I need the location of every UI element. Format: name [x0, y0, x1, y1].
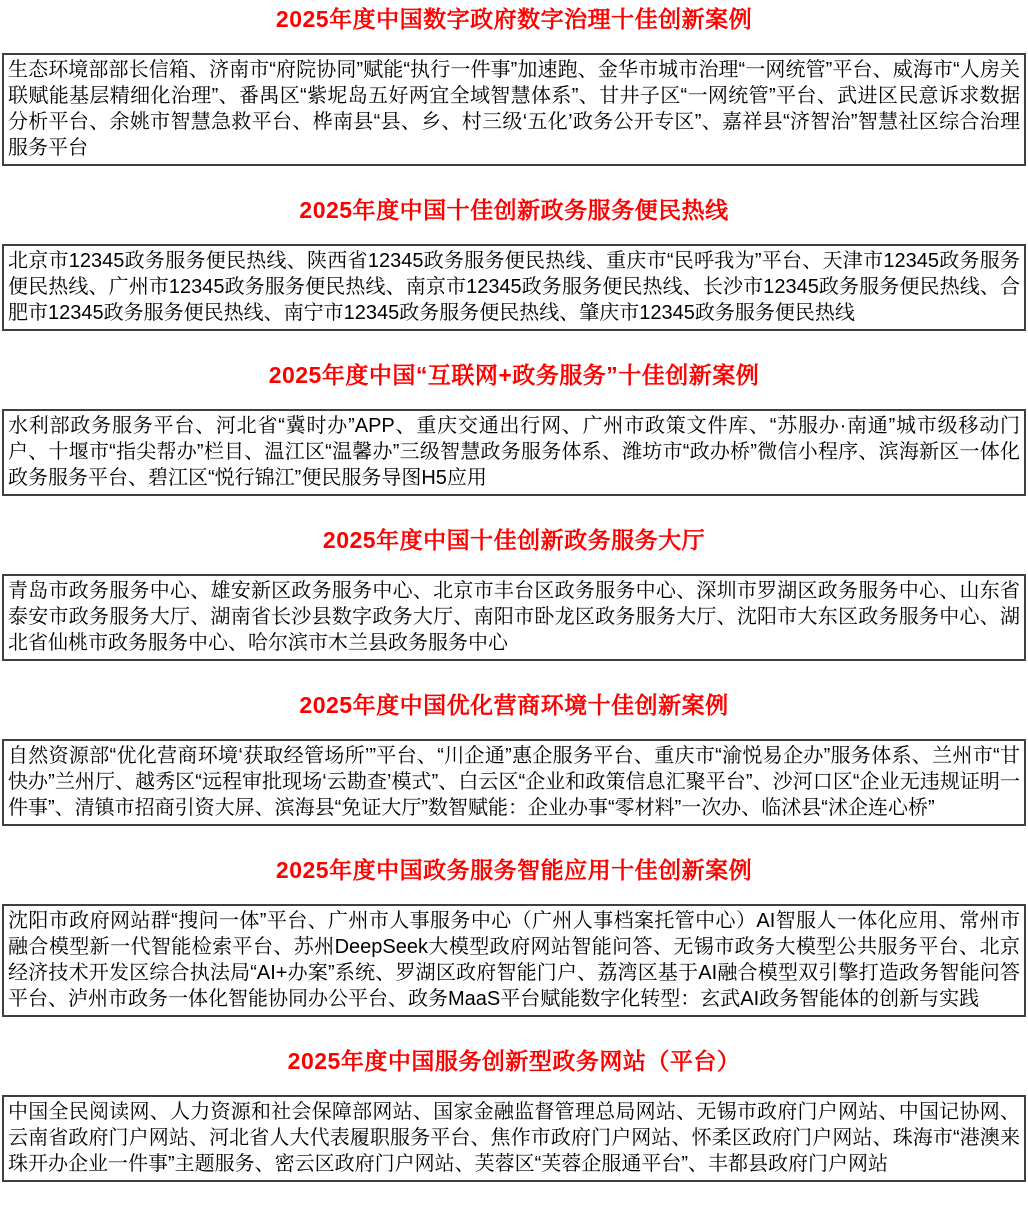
- section-body-text: 生态环境部部长信箱、济南市“府院协同”赋能“执行一件事”加速跑、金华市城市治理“一网统管”平台、威海市“人房关联赋能基层精细化治理”、番禺区“紫坭岛五好两宜全域智慧体系”、甘井子区“一网统管”平台、武进区民意诉求数据分析平台、余姚市智慧急救平台、桦南县“县、乡、村三级‘五化’政务公开专区”、嘉祥县“济智治”智慧社区综合治理服务平台: [8, 59, 1020, 159]
- section-title: 2025年度中国十佳创新政务服务便民热线: [299, 197, 729, 223]
- section-digital-governance: [2, 6, 1026, 166]
- section-ai-applications: [2, 857, 1026, 1017]
- section-body-box: [2, 739, 1026, 826]
- section-title: 2025年度中国十佳创新政务服务大厅: [322, 527, 706, 553]
- section-internet-plus-services: [2, 362, 1026, 496]
- section-business-environment: [2, 692, 1026, 826]
- section-title: 2025年度中国政务服务智能应用十佳创新案例: [275, 857, 753, 883]
- section-body-box: [2, 574, 1026, 661]
- section-body-box: [2, 1095, 1026, 1182]
- section-title: 2025年度中国数字政府数字治理十佳创新案例: [275, 6, 753, 32]
- section-body-text: 青岛市政务服务中心、雄安新区政务服务中心、北京市丰台区政务服务中心、深圳市罗湖区政务服务中心、山东省泰安市政务服务大厅、湖南省长沙县数字政务大厅、南阳市卧龙区政务服务大厅、沈阳市大东区政务服务中心、湖北省仙桃市政务服务中心、哈尔滨市木兰县政务服务中心: [8, 580, 1020, 654]
- section-title: 2025年度中国服务创新型政务网站（平台）: [287, 1048, 741, 1074]
- section-body-text: 自然资源部“优化营商环境‘获取经管场所’”平台、“川企通”惠企服务平台、重庆市“渝悦易企办”服务体系、兰州市“甘快办”兰州厅、越秀区“远程审批现场‘云勘查’模式”、白云区“企业和政策信息汇聚平台”、沙河口区“企业无违规证明一件事”、清镇市招商引资大屏、滨海县“免证大厅”数智赋能：企业办事“零材料”一次办、临沭县“沭企连心桥”: [8, 745, 1020, 819]
- section-title: 2025年度中国“互联网+政务服务”十佳创新案例: [268, 362, 760, 388]
- section-service-halls: [2, 527, 1026, 661]
- section-service-hotlines: [2, 197, 1026, 331]
- section-body-text: 北京市12345政务服务便民热线、陕西省12345政务服务便民热线、重庆市“民呼我为”平台、天津市12345政务服务便民热线、广州市12345政务服务便民热线、南京市12345政务服务便民热线、长沙市12345政务服务便民热线、合肥市12345政务服务便民热线、南宁市12345政务服务便民热线、肇庆市12345政务服务便民热线: [8, 250, 1020, 324]
- section-innovative-gov-websites: [2, 1048, 1026, 1182]
- section-body-box: [2, 53, 1026, 166]
- section-body-text: 中国全民阅读网、人力资源和社会保障部网站、国家金融监督管理总局网站、无锡市政府门户网站、中国记协网、云南省政府门户网站、河北省人大代表履职服务平台、焦作市政府门户网站、怀柔区政府门户网站、珠海市“港澳来珠开办企业一件事”主题服务、密云区政府门户网站、芙蓉区“芙蓉企服通平台”、丰都县政府门户网站: [8, 1101, 1020, 1175]
- section-body-box: [2, 904, 1026, 1017]
- section-body-box: [2, 409, 1026, 496]
- section-body-text: 水利部政务服务平台、河北省“冀时办”APP、重庆交通出行网、广州市政策文件库、“苏服办·南通”城市级移动门户、十堰市“指尖帮办”栏目、温江区“温馨办”三级智慧政务服务体系、潍坊市“政办桥”微信小程序、滨海新区一体化政务服务平台、碧江区“悦行锦江”便民服务导图H5应用: [8, 415, 1020, 489]
- section-body-box: [2, 244, 1026, 331]
- section-title: 2025年度中国优化营商环境十佳创新案例: [299, 692, 729, 718]
- section-body-text: 沈阳市政府网站群“搜问一体”平台、广州市人事服务中心（广州人事档案托管中心）AI智服人一体化应用、常州市融合模型新一代智能检索平台、苏州DeepSeek大模型政府网站智能问答、无锡市政务大模型公共服务平台、北京经济技术开发区综合执法局“AI+办案”系统、罗湖区政府智能门户、荔湾区基于AI融合模型双引擎打造政务智能问答平台、泸州市政务一体化智能协同办公平台、政务MaaS平台赋能数字化转型：玄武AI政务智能体的创新与实践: [8, 910, 1020, 1010]
